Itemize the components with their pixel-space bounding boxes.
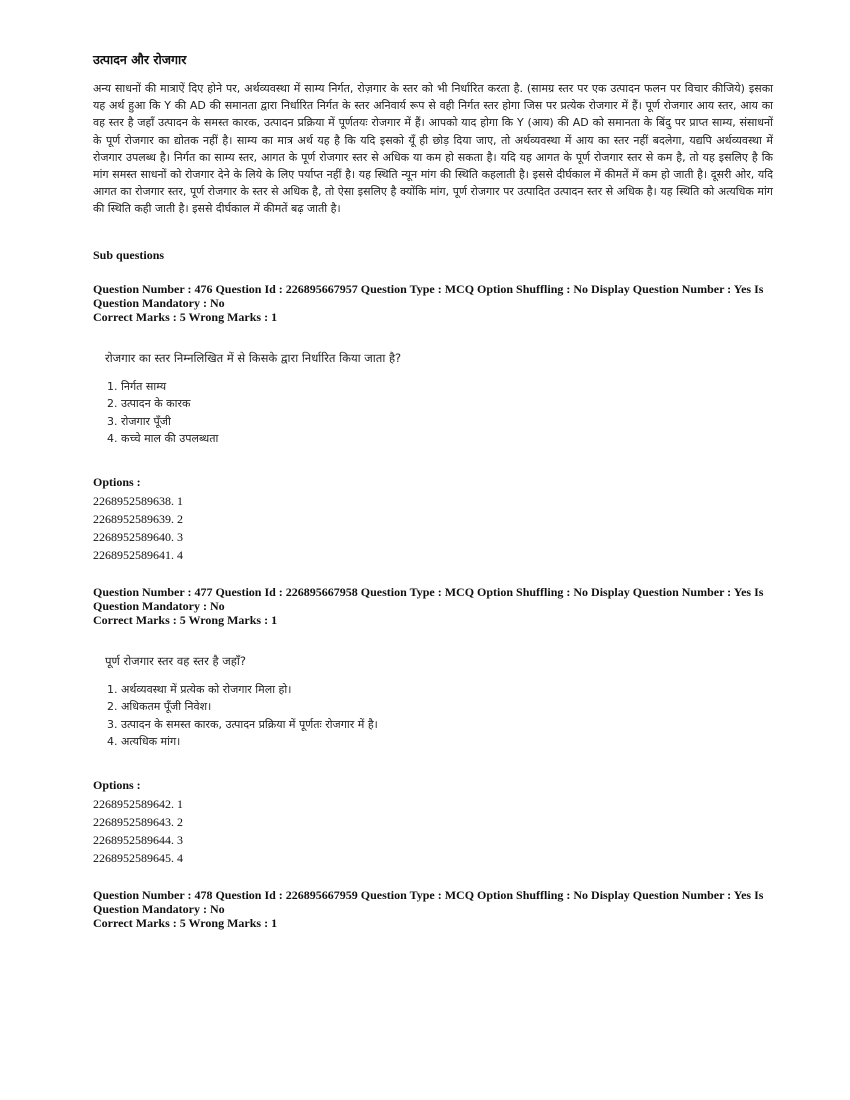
option-id: 2268952589645. 4 [93, 850, 183, 865]
question-block-478 [93, 888, 773, 930]
document-page [93, 52, 773, 930]
answer-choice: 3. रोजगार पूँजी [107, 414, 171, 428]
question-mandatory-line: Question Mandatory : No [93, 295, 225, 310]
option-id: 2268952589641. 4 [93, 547, 183, 562]
answer-choice: 2. उत्पादन के कारक [107, 397, 191, 411]
answer-choice: 1. अर्थव्यवस्था में प्रत्येक को रोजगार मिला हो। [107, 682, 292, 696]
question-text: रोजगार का स्तर निम्नलिखित में से किसके द्वारा निर्धारित किया जाता है? [105, 350, 402, 365]
answer-choice: 4. अत्यधिक मांग। [107, 735, 181, 749]
question-meta-line: Question Number : 476 Question Id : 226895667957 Question Type : MCQ Option Shuffling : No Display Question Number : Yes Is [93, 281, 764, 296]
answer-choice: 4. कच्चे माल की उपलब्धता [107, 432, 219, 446]
option-id: 2268952589642. 1 [93, 796, 183, 811]
answer-choices [107, 378, 773, 448]
option-id-list [93, 492, 773, 564]
question-mandatory-line: Question Mandatory : No [93, 901, 225, 916]
options-label: Options : [93, 777, 141, 792]
options-label: Options : [93, 474, 141, 489]
question-mandatory-line: Question Mandatory : No [93, 598, 225, 613]
sub-questions-heading: Sub questions [93, 247, 165, 262]
answer-choices [107, 681, 773, 751]
option-id-list [93, 795, 773, 867]
option-id: 2268952589640. 3 [93, 529, 183, 544]
question-block-477 [93, 585, 773, 867]
question-text: पूर्ण रोजगार स्तर वह स्तर है जहाँ? [105, 653, 246, 668]
question-marks-line: Correct Marks : 5 Wrong Marks : 1 [93, 612, 278, 627]
question-marks-line: Correct Marks : 5 Wrong Marks : 1 [93, 915, 278, 930]
option-id: 2268952589639. 2 [93, 511, 183, 526]
question-meta-line: Question Number : 478 Question Id : 226895667959 Question Type : MCQ Option Shuffling : No Display Question Number : Yes Is [93, 887, 764, 902]
passage-text: अन्य साधनों की मात्राऐं दिए होने पर, अर्थव्यवस्था में साम्य निर्गत, रोज़गार के स्तर को भी निर्धारित करता है. (सामग्र स्तर पर एक उत्पादन फलन पर विचार कीजिये) इसका यह अर्थ हुआ कि Y की AD की समानता द्वारा निर्धारित निर्गत के स्तर अनिवार्य रूप से वही निर्गत स्तर होगा जिस पर प्रत्येक रोजगार में हैं। पूर्ण रोजगार आय स्तर, आय का वह स्तर है जहाँ उत्पादन के समस्त कारक, उत्पादन प्रक्रिया में पूर्णतयः रोजगार में हैं। आपको याद होगा कि Y (आय) की AD को समानता के बिंदु पर प्राप्त साम्य, संसाधनों के पूर्ण रोजगार का द्योतक नहीं है। साम्य का मात्र अर्थ यह है कि यदि इसको यूँ ही छोड़ दिया जाए, तो अर्थव्यवस्था में आय का स्तर नहीं बदलेगा, यद्यपि अर्थव्यवस्था में रोजगार उपलब्ध है। निर्गत का साम्य स्तर, आगत के पूर्ण रोजगार स्तर से अधिक या कम हो सकता है। यदि यह आगत के पूर्ण रोजगार स्तर से कम है, तो यह इसलिए है कि मांग समस्त साधनों को रोजगार देने के लिये के लिए पर्याप्त नहीं है। यह स्थिति न्यून मांग की स्थिति कहलाती है। इससे दीर्घकाल में कीमतें में कम हो जाती है। दूसरी ओर, यदि आगत का रोजगार स्तर, पूर्ण रोजगार के स्तर से अधिक है, तो ऐसा इसलिए है क्योंकि मांग, पूर्ण रोजगार पर उत्पादित उत्पादन स्तर से अधिक है। यह स्थिति को अत्यधिक मांग की स्थिति कही जाती है। इससे दीर्घकाल में कीमतें बढ़ जाती है। [93, 82, 773, 216]
question-block-476 [93, 282, 773, 564]
passage-title: उत्पादन और रोजगार [93, 52, 187, 67]
option-id: 2268952589644. 3 [93, 832, 183, 847]
option-id: 2268952589643. 2 [93, 814, 183, 829]
answer-choice: 2. अधिकतम पूँजी निवेश। [107, 700, 212, 714]
question-meta-line: Question Number : 477 Question Id : 226895667958 Question Type : MCQ Option Shuffling : No Display Question Number : Yes Is [93, 584, 764, 599]
question-marks-line: Correct Marks : 5 Wrong Marks : 1 [93, 309, 278, 324]
answer-choice: 1. निर्गत साम्य [107, 379, 167, 393]
answer-choice: 3. उत्पादन के समस्त कारक, उत्पादन प्रक्रिया में पूर्णतः रोजगार में है। [107, 717, 378, 731]
option-id: 2268952589638. 1 [93, 493, 183, 508]
